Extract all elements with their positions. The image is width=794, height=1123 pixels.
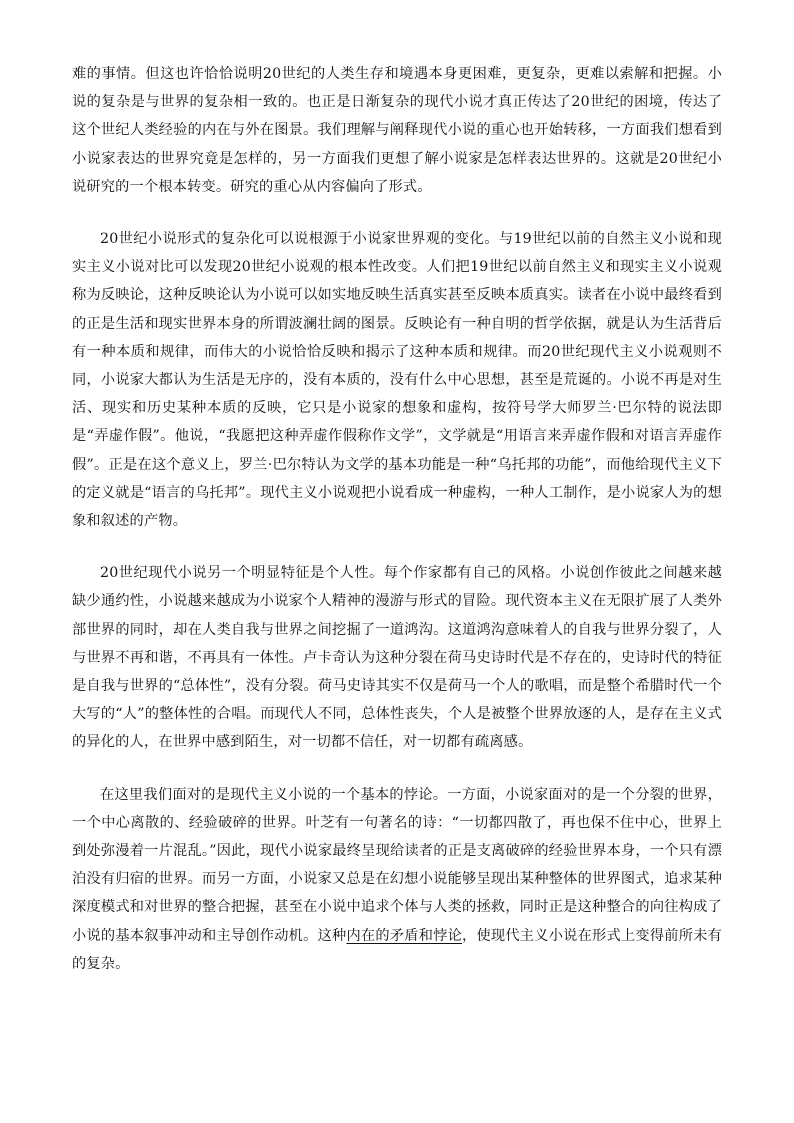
paragraph-4-text-before: 在这里我们面对的是现代主义小说的一个基本的悖论。一方面，小说家面对的是一个分裂的世界，一个中心离散的、经验破碎的世界。叶芝有一句著名的诗：“一切都四散了，再也保不住中心，世界上到处弥漫着一片混乱。”因此，现代小说家最终呈现给读者的正是支离破碎的经验世界本身，一个只有漂泊没有归宿的世界。而另一方面，小说家又总是在幻想小说能够呈现出某种整体的世界图式，追求某种深度模式和对世界的整合把握，甚至在小说中追求个体与人类的拯救，同时正是这种整合的向往构成了小说的基本叙事冲动和主导创作动机。这种: [72, 786, 722, 944]
document-page: [72, 60, 722, 1002]
paragraph-4-text-after: ，使现代主义小说在形式上变得前所未有的复杂。: [72, 927, 722, 972]
paragraph-2: 20世纪小说形式的复杂化可以说根源于小说家世界观的变化。与19世纪以前的自然主义小说和现实主义小说对比可以发现20世纪小说观的根本性改变。人们把19世纪以前自然主义和现实主义小说观称为反映论，这种反映论认为小说可以如实地反映生活真实甚至反映本质真实。读者在小说中最终看到的正是生活和现实世界本身的所谓波澜壮阔的图景。反映论有一种自明的哲学依据，就是认为生活背后有一种本质和规律，而伟大的小说恰恰反映和揭示了这种本质和规律。而20世纪现代主义小说观则不同，小说家大都认为生活是无序的，没有本质的，没有什么中心思想，甚至是荒诞的。小说不再是对生活、现实和历史某种本质的反映，它只是小说家的想象和虚构，按符号学大师罗兰·巴尔特的说法即是“弄虚作假”。他说，“我愿把这种弄虚作假称作文学”，文学就是“用语言来弄虚作假和对语言弄虚作假”。正是在这个意义上，罗兰·巴尔特认为文学的基本功能是一种“乌托邦的功能”，而他给现代主义下的定义就是“语言的乌托邦”。现代主义小说观把小说看成一种虚构，一种人工制作，是小说家人为的想象和叙述的产物。: [72, 231, 722, 530]
paragraph-1: 难的事情。但这也许恰恰说明20世纪的人类生存和境遇本身更困难，更复杂，更难以索解和把握。小说的复杂是与世界的复杂相一致的。也正是日渐复杂的现代小说才真正传达了20世纪的困境，传达了这个世纪人类经验的内在与外在图景。我们理解与阐释现代小说的重心也开始转移，一方面我们想看到小说家表达的世界究竟是怎样的，另一方面我们更想了解小说家是怎样表达世界的。这就是20世纪小说研究的一个根本转变。研究的重心从内容偏向了形式。: [72, 66, 722, 195]
underlined-phrase: 内在的矛盾和悖论: [346, 927, 463, 944]
paragraph-4: [72, 781, 722, 978]
paragraph-3: 20世纪现代小说另一个明显特征是个人性。每个作家都有自己的风格。小说创作彼此之间越来越缺少通约性，小说越来越成为小说家个人精神的漫游与形式的冒险。现代资本主义在无限扩展了人类外部世界的同时，却在人类自我与世界之间挖掘了一道鸿沟。这道鸿沟意味着人的自我与世界分裂了，人与世界不再和谐，不再具有一体性。卢卡奇认为这种分裂在荷马史诗时代是不存在的，史诗时代的特征是自我与世界的“总体性”，没有分裂。荷马史诗其实不仅是荷马一个人的歌唱，而是整个希腊时代一个大写的“人”的整体性的合唱。而现代人不同，总体性丧失，个人是被整个世界放逐的人，是存在主义式的异化的人，在世界中感到陌生，对一切都不信任，对一切都有疏离感。: [72, 565, 722, 751]
